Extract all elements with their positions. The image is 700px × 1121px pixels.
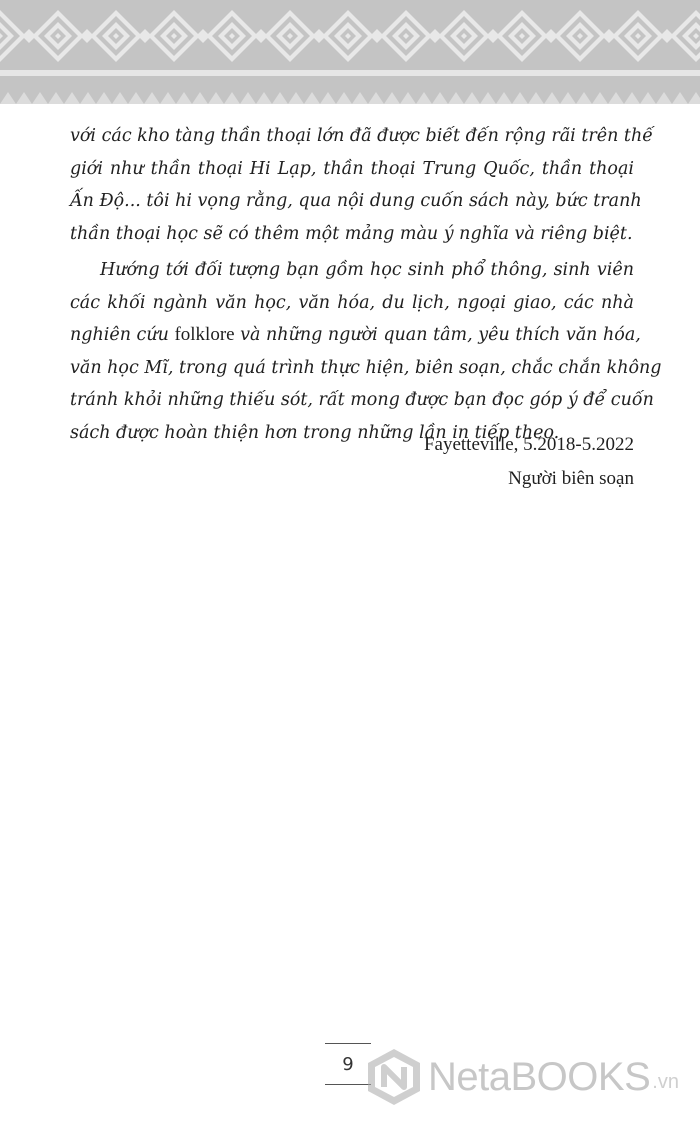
brocade-pattern — [0, 0, 700, 104]
text-line: văn học Mĩ, trong quá trình thực hiện, biên soạn, chắc chắn không — [70, 357, 662, 378]
author-line: Người biên soạn — [508, 468, 634, 489]
watermark — [366, 1042, 686, 1112]
paragraph-2 — [70, 254, 662, 449]
place-date: Fayetteville, 5.2018-5.2022 — [423, 434, 634, 455]
text-line: tránh khỏi những thiếu sót, rất mong được bạn đọc góp ý để cuốn — [70, 390, 654, 410]
watermark-suffix: .vn — [652, 1071, 679, 1093]
body-text — [70, 120, 662, 449]
text-fragment: và những người quan tâm, yêu thích văn hóa, — [234, 325, 641, 345]
text-line: Ấn Độ... tôi hi vọng rằng, qua nội dung cuốn sách này, bức tranh — [70, 191, 642, 211]
watermark-brand: NetaBOOKS — [428, 1054, 651, 1099]
signature-block — [424, 428, 634, 496]
text-fragment: nghiên cứu — [70, 325, 175, 345]
text-line-mixed — [70, 319, 641, 352]
paragraph-1 — [70, 120, 654, 250]
text-line: các khối ngành văn học, văn hóa, du lịch, ngoại giao, các nhà — [70, 292, 634, 313]
text-line: Hướng tới đối tượng bạn gồm học sinh phổ thông, sinh viên — [100, 260, 634, 280]
text-line: với các kho tàng thần thoại lớn đã được biết đến rộng rãi trên thế — [70, 126, 654, 146]
text-line: giới như thần thoại Hi Lạp, thần thoại Trung Quốc, thần thoại — [70, 158, 634, 179]
text-line: sách được hoàn thiện hơn trong những lần in tiếp theo. — [70, 422, 560, 443]
netabooks-logo-icon — [366, 1047, 422, 1107]
page-number-text: 9 — [342, 1053, 354, 1075]
decorative-header-band — [0, 0, 700, 104]
text-line: thần thoại học sẽ có thêm một mảng màu ý nghĩa và riêng biệt. — [70, 223, 633, 244]
folklore-word: folklore — [174, 324, 235, 345]
page-number — [325, 1043, 371, 1085]
